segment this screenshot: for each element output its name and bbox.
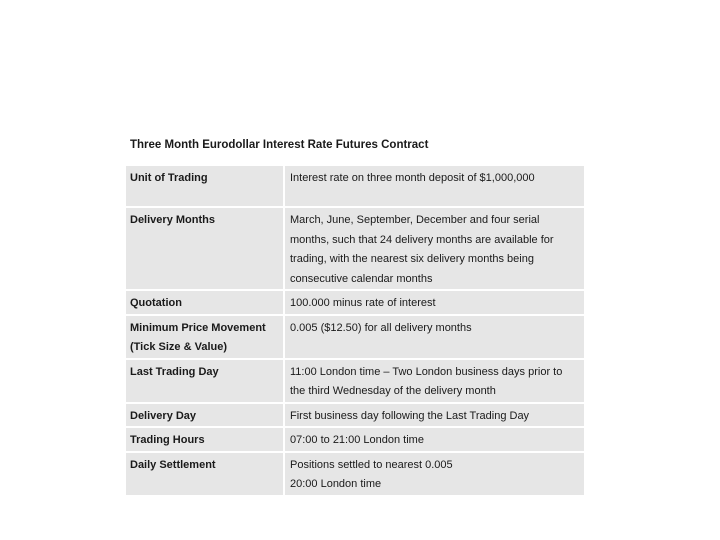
table-row-delivery-day	[126, 404, 584, 429]
table-row-daily-settlement	[126, 453, 584, 495]
table-row-last-trading-day	[126, 360, 584, 404]
row-value-quotation: 100.000 minus rate of interest	[285, 291, 584, 316]
row-value-unit-of-trading: Interest rate on three month deposit of $1,000,000	[285, 166, 584, 208]
row-label-trading-hours: Trading Hours	[126, 428, 285, 453]
row-value-trading-hours: 07:00 to 21:00 London time	[285, 428, 584, 453]
table-row-minimum-price-movement	[126, 316, 584, 360]
row-label-daily-settlement: Daily Settlement	[126, 453, 285, 495]
row-value-delivery-months: March, June, September, December and four serial months, such that 24 delivery months are available for trading, with the nearest six delivery months being consecutive calendar months	[285, 208, 584, 291]
table-row-delivery-months	[126, 208, 584, 291]
table-row-trading-hours	[126, 428, 584, 453]
row-value-daily-settlement: Positions settled to nearest 0.005 20:00 London time	[285, 453, 584, 495]
contract-specification-table	[126, 166, 584, 495]
document-title: Three Month Eurodollar Interest Rate Futures Contract	[130, 139, 429, 151]
row-label-delivery-day: Delivery Day	[126, 404, 285, 429]
row-label-last-trading-day: Last Trading Day	[126, 360, 285, 404]
row-label-minimum-price-movement: Minimum Price Movement (Tick Size & Value)	[126, 316, 285, 360]
row-value-delivery-day: First business day following the Last Trading Day	[285, 404, 584, 429]
table-row-unit-of-trading	[126, 166, 584, 208]
row-label-quotation: Quotation	[126, 291, 285, 316]
row-value-last-trading-day: 11:00 London time – Two London business days prior to the third Wednesday of the delivery month	[285, 360, 584, 404]
table-row-quotation	[126, 291, 584, 316]
row-label-unit-of-trading: Unit of Trading	[126, 166, 285, 208]
row-value-minimum-price-movement: 0.005 ($12.50) for all delivery months	[285, 316, 584, 360]
row-label-delivery-months: Delivery Months	[126, 208, 285, 291]
